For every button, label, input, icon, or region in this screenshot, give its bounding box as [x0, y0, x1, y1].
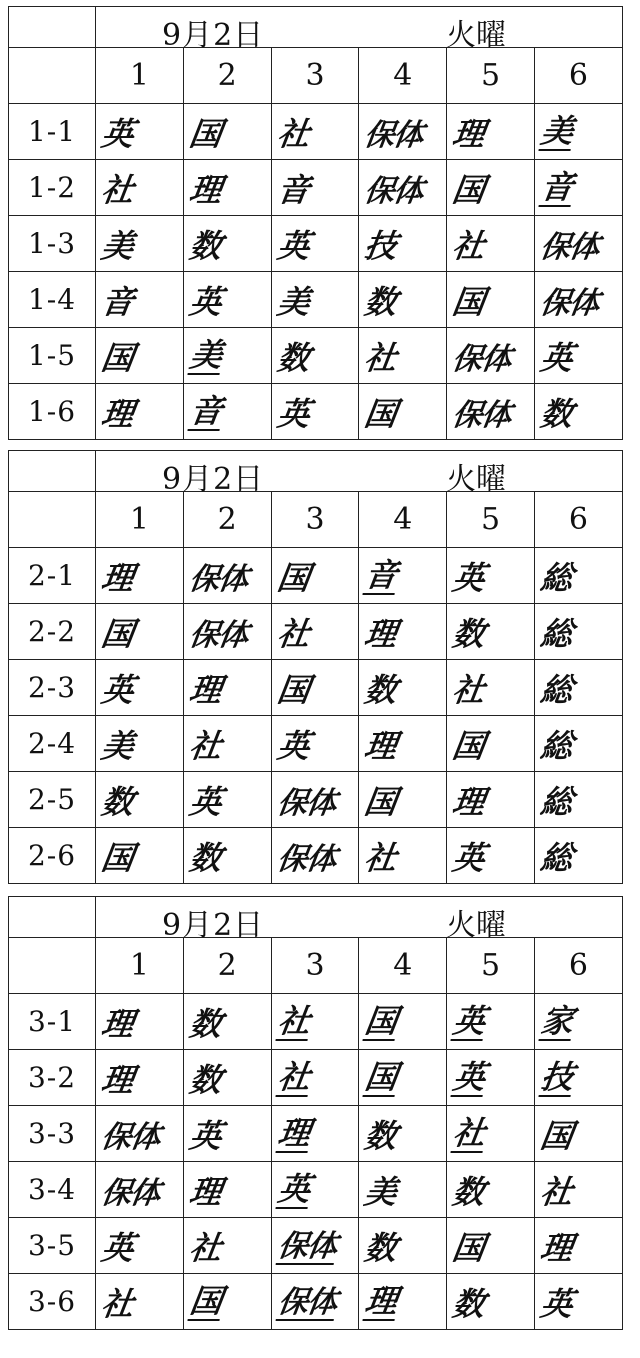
subject-name: 保体: [275, 1285, 339, 1321]
subject-cell: [534, 104, 622, 160]
subject-cell: [96, 994, 184, 1050]
subject-name: 国: [362, 782, 400, 821]
subject-name: 国: [362, 1002, 401, 1041]
class-label: 2-4: [9, 716, 96, 772]
subject-cell: [447, 272, 535, 328]
subject-cell: [359, 272, 447, 328]
subject-name: 家: [538, 1002, 576, 1041]
subject-name: 数: [362, 1116, 400, 1155]
subject-cell: [96, 1218, 184, 1274]
subject-name: 数: [362, 1228, 400, 1267]
subject-cell: [447, 104, 535, 160]
subject-cell: [447, 772, 535, 828]
subject-cell: [359, 384, 447, 440]
subject-cell: [271, 828, 359, 884]
subject-name: 国: [538, 1116, 576, 1155]
subject-name: 英: [274, 726, 312, 765]
subject-name: 英: [450, 838, 488, 877]
subject-cell: [534, 772, 622, 828]
subject-cell: [183, 604, 271, 660]
subject-name: 保体: [186, 561, 250, 597]
subject-cell: [359, 1274, 447, 1330]
class-label: 3-1: [9, 994, 96, 1050]
subject-cell: [534, 660, 622, 716]
period-number: 6: [534, 492, 622, 548]
date-label: 9月2日: [162, 18, 265, 53]
corner-cell: [9, 7, 96, 48]
subject-name: 音: [187, 392, 225, 431]
subject-name: 美: [274, 282, 312, 321]
subject-cell: [534, 1106, 622, 1162]
period-number: 2: [183, 48, 271, 104]
subject-name: 社: [362, 838, 400, 877]
subject-cell: [271, 160, 359, 216]
subject-name: 英: [99, 114, 137, 153]
subject-cell: [447, 1274, 535, 1330]
subject-name: 保体: [538, 229, 601, 265]
class-row: [9, 216, 623, 272]
subject-cell: [183, 272, 271, 328]
subject-name: 音: [274, 170, 312, 209]
period-corner-cell: [9, 938, 96, 994]
subject-name: 技: [362, 226, 400, 265]
subject-name: 総: [538, 782, 576, 821]
subject-cell: [271, 1050, 359, 1106]
period-number: 1: [96, 48, 184, 104]
subject-cell: [96, 104, 184, 160]
subject-cell: [447, 384, 535, 440]
subject-name: 国: [450, 282, 488, 321]
subject-name: 美: [538, 112, 576, 151]
class-label: 2-2: [9, 604, 96, 660]
class-label: 2-3: [9, 660, 96, 716]
period-number: 5: [447, 938, 535, 994]
subject-cell: [96, 772, 184, 828]
subject-cell: [96, 828, 184, 884]
subject-cell: [96, 1162, 184, 1218]
subject-name: 理: [99, 394, 137, 433]
class-label: 1-3: [9, 216, 96, 272]
subject-cell: [534, 272, 622, 328]
subject-cell: [271, 548, 359, 604]
date-header-cell: [96, 7, 623, 53]
subject-cell: [534, 216, 622, 272]
class-row: [9, 772, 623, 828]
subject-cell: [534, 828, 622, 884]
subject-name: 数: [274, 338, 312, 377]
date-header-cell: [96, 897, 623, 943]
subject-cell: [359, 160, 447, 216]
subject-name: 音: [538, 168, 576, 207]
subject-name: 理: [538, 1228, 576, 1267]
subject-name: 技: [538, 1058, 576, 1097]
subject-name: 英: [99, 1228, 137, 1267]
period-number: 6: [534, 48, 622, 104]
subject-name: 社: [450, 670, 488, 709]
subject-cell: [96, 1106, 184, 1162]
subject-cell: [359, 828, 447, 884]
date-header-row: [9, 451, 623, 492]
subject-cell: [96, 1274, 184, 1330]
subject-cell: [447, 994, 535, 1050]
subject-name: 保体: [362, 117, 426, 153]
subject-name: 英: [274, 394, 312, 433]
subject-name: 社: [99, 1284, 137, 1323]
class-row: [9, 1274, 623, 1330]
subject-name: 数: [99, 782, 137, 821]
subject-name: 英: [99, 670, 137, 709]
subject-cell: [447, 660, 535, 716]
subject-cell: [359, 216, 447, 272]
timetable-grade-2: [8, 450, 623, 884]
subject-cell: [359, 1218, 447, 1274]
subject-name: 国: [99, 838, 137, 877]
class-row: [9, 104, 623, 160]
subject-cell: [271, 604, 359, 660]
subject-cell: [359, 104, 447, 160]
class-row: [9, 160, 623, 216]
date-header-cell: [96, 451, 623, 497]
subject-cell: [96, 604, 184, 660]
subject-cell: [447, 328, 535, 384]
period-corner-cell: [9, 48, 96, 104]
period-number: 6: [534, 938, 622, 994]
weekday-label: 火曜: [446, 908, 506, 943]
period-number-row: [9, 938, 623, 994]
subject-cell: [359, 660, 447, 716]
subject-cell: [534, 604, 622, 660]
class-row: [9, 828, 623, 884]
period-number-row: [9, 48, 623, 104]
period-number: 1: [96, 938, 184, 994]
subject-name: 理: [450, 782, 488, 821]
subject-cell: [447, 1218, 535, 1274]
subject-cell: [534, 1274, 622, 1330]
subject-cell: [96, 328, 184, 384]
subject-name: 国: [362, 1058, 401, 1097]
class-label: 2-1: [9, 548, 96, 604]
period-number: 5: [447, 48, 535, 104]
class-row: [9, 328, 623, 384]
subject-name: 総: [538, 670, 576, 709]
period-number: 2: [183, 938, 271, 994]
subject-name: 英: [275, 1170, 313, 1209]
period-number: 4: [359, 48, 447, 104]
subject-name: 理: [186, 1172, 225, 1211]
subject-cell: [183, 548, 271, 604]
subject-cell: [534, 548, 622, 604]
subject-name: 美: [99, 726, 137, 765]
class-row: [9, 716, 623, 772]
subject-cell: [183, 660, 271, 716]
subject-cell: [183, 1050, 271, 1106]
subject-name: 国: [274, 558, 312, 597]
subject-cell: [183, 1162, 271, 1218]
subject-cell: [183, 772, 271, 828]
subject-cell: [534, 1050, 622, 1106]
subject-name: 英: [450, 558, 488, 597]
subject-cell: [447, 604, 535, 660]
subject-cell: [96, 384, 184, 440]
subject-cell: [271, 772, 359, 828]
subject-name: 理: [450, 114, 488, 153]
subject-cell: [359, 1050, 447, 1106]
date-header-row: [9, 897, 623, 938]
subject-cell: [359, 716, 447, 772]
subject-name: 社: [186, 1228, 225, 1267]
class-row: [9, 384, 623, 440]
subject-cell: [271, 1106, 359, 1162]
subject-name: 英: [186, 282, 225, 321]
subject-name: 保体: [450, 341, 514, 377]
corner-cell: [9, 897, 96, 938]
subject-cell: [96, 660, 184, 716]
date-header-row: [9, 7, 623, 48]
period-number-row: [9, 492, 623, 548]
subject-cell: [271, 1162, 359, 1218]
subject-name: 社: [99, 170, 137, 209]
subject-name: 保体: [275, 1229, 339, 1265]
subject-name: 保体: [186, 617, 250, 653]
subject-name: 社: [274, 614, 312, 653]
subject-cell: [534, 328, 622, 384]
subject-cell: [183, 216, 271, 272]
subject-cell: [359, 328, 447, 384]
subject-name: 総: [538, 558, 576, 597]
subject-cell: [96, 548, 184, 604]
subject-cell: [359, 604, 447, 660]
subject-name: 理: [362, 726, 400, 765]
subject-cell: [96, 216, 184, 272]
subject-name: 英: [186, 782, 225, 821]
subject-name: 保体: [362, 173, 426, 209]
subject-name: 理: [362, 1282, 401, 1321]
subject-name: 保体: [274, 841, 338, 877]
class-row: [9, 1218, 623, 1274]
subject-name: 社: [538, 1172, 576, 1211]
subject-cell: [183, 1274, 271, 1330]
subject-name: 数: [186, 226, 225, 265]
subject-name: 英: [450, 1058, 489, 1097]
subject-name: 音: [362, 556, 401, 595]
class-label: 3-4: [9, 1162, 96, 1218]
subject-name: 数: [362, 282, 400, 321]
period-number: 4: [359, 492, 447, 548]
subject-cell: [447, 828, 535, 884]
subject-name: 国: [362, 394, 400, 433]
subject-name: 英: [186, 1116, 225, 1155]
subject-cell: [96, 272, 184, 328]
subject-name: 数: [538, 394, 576, 433]
subject-cell: [359, 994, 447, 1050]
subject-name: 総: [538, 838, 576, 877]
subject-name: 英: [538, 1284, 576, 1323]
subject-name: 国: [187, 1282, 225, 1321]
period-number: 2: [183, 492, 271, 548]
subject-name: 社: [275, 1058, 313, 1097]
period-number: 1: [96, 492, 184, 548]
subject-name: 理: [99, 1004, 137, 1043]
class-row: [9, 660, 623, 716]
weekday-label: 火曜: [446, 462, 506, 497]
subject-name: 国: [450, 170, 488, 209]
subject-name: 英: [450, 1002, 489, 1041]
subject-cell: [447, 160, 535, 216]
subject-name: 数: [450, 1284, 488, 1323]
subject-cell: [271, 716, 359, 772]
subject-cell: [96, 160, 184, 216]
subject-name: 社: [450, 1114, 489, 1153]
subject-name: 国: [450, 1228, 488, 1267]
subject-name: 音: [99, 282, 137, 321]
subject-name: 数: [186, 1004, 225, 1043]
subject-cell: [96, 716, 184, 772]
timetable-grade-3: [8, 896, 623, 1330]
subject-cell: [183, 104, 271, 160]
subject-name: 理: [275, 1114, 313, 1153]
class-label: 2-6: [9, 828, 96, 884]
subject-cell: [359, 1106, 447, 1162]
subject-cell: [183, 828, 271, 884]
period-number: 4: [359, 938, 447, 994]
subject-name: 数: [450, 1172, 488, 1211]
subject-name: 数: [186, 838, 225, 877]
subject-name: 美: [362, 1172, 400, 1211]
class-row: [9, 604, 623, 660]
subject-name: 国: [99, 338, 137, 377]
subject-cell: [534, 1162, 622, 1218]
subject-name: 理: [362, 614, 400, 653]
subject-cell: [271, 384, 359, 440]
subject-cell: [534, 384, 622, 440]
date-label: 9月2日: [162, 908, 265, 943]
subject-name: 理: [99, 1060, 137, 1099]
subject-cell: [447, 716, 535, 772]
subject-cell: [183, 994, 271, 1050]
class-row: [9, 272, 623, 328]
subject-name: 社: [275, 1002, 313, 1041]
class-row: [9, 548, 623, 604]
subject-name: 保体: [450, 397, 514, 433]
period-number: 3: [271, 48, 359, 104]
subject-name: 美: [187, 336, 225, 375]
subject-name: 数: [186, 1060, 225, 1099]
class-label: 3-6: [9, 1274, 96, 1330]
class-label: 1-2: [9, 160, 96, 216]
subject-cell: [183, 1218, 271, 1274]
subject-name: 国: [450, 726, 488, 765]
period-corner-cell: [9, 492, 96, 548]
subject-name: 保体: [538, 285, 601, 321]
subject-name: 保体: [99, 1175, 162, 1211]
subject-name: 美: [99, 226, 137, 265]
class-label: 3-3: [9, 1106, 96, 1162]
class-label: 1-1: [9, 104, 96, 160]
subject-cell: [271, 1274, 359, 1330]
subject-cell: [534, 160, 622, 216]
corner-cell: [9, 451, 96, 492]
subject-cell: [534, 1218, 622, 1274]
subject-cell: [359, 772, 447, 828]
class-label: 2-5: [9, 772, 96, 828]
subject-cell: [447, 1162, 535, 1218]
subject-cell: [271, 1218, 359, 1274]
weekday-label: 火曜: [446, 18, 506, 53]
subject-cell: [271, 328, 359, 384]
class-row: [9, 1162, 623, 1218]
subject-cell: [271, 994, 359, 1050]
subject-name: 英: [538, 338, 576, 377]
subject-name: 社: [362, 338, 400, 377]
date-label: 9月2日: [162, 462, 265, 497]
period-number: 3: [271, 492, 359, 548]
period-number: 3: [271, 938, 359, 994]
subject-cell: [271, 660, 359, 716]
subject-cell: [183, 328, 271, 384]
class-label: 3-2: [9, 1050, 96, 1106]
subject-cell: [183, 716, 271, 772]
subject-cell: [183, 384, 271, 440]
subject-name: 理: [99, 558, 137, 597]
subject-name: 社: [274, 114, 312, 153]
subject-cell: [271, 272, 359, 328]
subject-cell: [534, 994, 622, 1050]
class-row: [9, 1050, 623, 1106]
subject-cell: [447, 1106, 535, 1162]
subject-cell: [183, 1106, 271, 1162]
subject-name: 数: [450, 614, 488, 653]
subject-name: 保体: [274, 785, 338, 821]
subject-cell: [271, 104, 359, 160]
subject-name: 社: [450, 226, 488, 265]
subject-name: 社: [186, 726, 225, 765]
subject-name: 国: [99, 614, 137, 653]
subject-cell: [534, 716, 622, 772]
class-label: 1-4: [9, 272, 96, 328]
class-row: [9, 1106, 623, 1162]
subject-cell: [96, 1050, 184, 1106]
subject-cell: [359, 1162, 447, 1218]
subject-cell: [447, 216, 535, 272]
class-row: [9, 994, 623, 1050]
subject-cell: [359, 548, 447, 604]
subject-cell: [183, 160, 271, 216]
subject-name: 英: [274, 226, 312, 265]
subject-name: 総: [538, 614, 576, 653]
subject-cell: [447, 548, 535, 604]
subject-name: 国: [186, 114, 225, 153]
subject-name: 数: [362, 670, 400, 709]
subject-name: 理: [186, 170, 225, 209]
period-number: 5: [447, 492, 535, 548]
class-label: 1-5: [9, 328, 96, 384]
subject-name: 国: [274, 670, 312, 709]
class-label: 1-6: [9, 384, 96, 440]
class-label: 3-5: [9, 1218, 96, 1274]
subject-name: 保体: [99, 1119, 162, 1155]
timetable-grade-1: [8, 6, 623, 440]
subject-name: 理: [186, 670, 225, 709]
subject-cell: [271, 216, 359, 272]
subject-cell: [447, 1050, 535, 1106]
subject-name: 総: [538, 726, 576, 765]
